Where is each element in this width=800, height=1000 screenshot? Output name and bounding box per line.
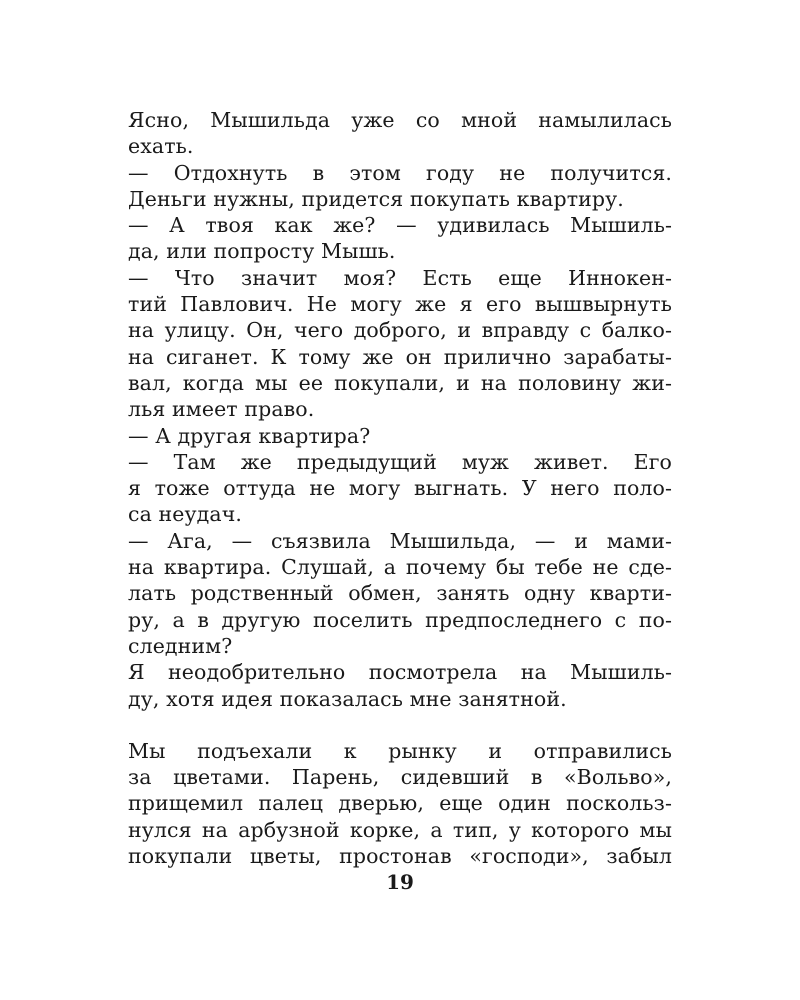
text-line: Ясно, Мышильда уже со мной намылилась <box>128 108 672 132</box>
text-line: покупали цветы, простонав «господи», забыл <box>128 844 672 869</box>
text-line: прищемил палец дверью, еще один поскольз- <box>128 791 672 816</box>
text-line: са неудач. <box>128 502 242 527</box>
text-line: ехать. <box>128 134 194 159</box>
text-line: — Ага, — съязвила Мышильда, — и мами- <box>128 528 672 553</box>
text-line: — Что значит моя? Есть еще Иннокен- <box>128 265 672 290</box>
text-line: вал, когда мы ее покупали, и на половину жи- <box>128 370 672 395</box>
text-line: на сиганет. К тому же он прилично зарабаты- <box>128 344 672 369</box>
text-line: Мы подъехали к рынку и отправились <box>128 738 672 763</box>
text-line: за цветами. Парень, сидевший в «Вольво», <box>128 765 672 790</box>
text-line: ду, хотя идея показалась мне занятной. <box>128 686 567 711</box>
text-line: я тоже оттуда не могу выгнать. У него поло- <box>128 476 672 501</box>
text-line: — Там же предыдущий муж живет. Его <box>128 449 672 474</box>
section-break <box>128 712 672 738</box>
text-line: лья имеет право. <box>128 397 315 422</box>
text-line: — Отдохнуть в этом году не получится. <box>128 160 672 185</box>
text-line: следним? <box>128 633 233 658</box>
text-line: ру, а в другую поселить предпоследнего с по- <box>128 607 672 632</box>
book-page-text <box>128 107 672 869</box>
text-line: лать родственный обмен, занять одну кварти- <box>128 581 672 606</box>
text-line: Деньги нужны, придется покупать квартиру. <box>128 186 624 211</box>
text-line: да, или попросту Мышь. <box>128 239 396 264</box>
text-line: Я неодобрительно посмотрела на Мышиль- <box>128 660 672 685</box>
text-line: — А другая квартира? <box>128 423 371 448</box>
page-number: 19 <box>386 870 414 894</box>
text-line: на улицу. Он, чего доброго, и вправду с балко- <box>128 318 672 343</box>
text-line: нулся на арбузной корке, а тип, у которого мы <box>128 817 672 842</box>
text-line: на квартира. Слушай, а почему бы тебе не сде- <box>128 555 672 580</box>
text-line: тий Павлович. Не могу же я его вышвырнуть <box>128 292 672 317</box>
text-line: — А твоя как же? — удивилась Мышиль- <box>128 213 672 238</box>
